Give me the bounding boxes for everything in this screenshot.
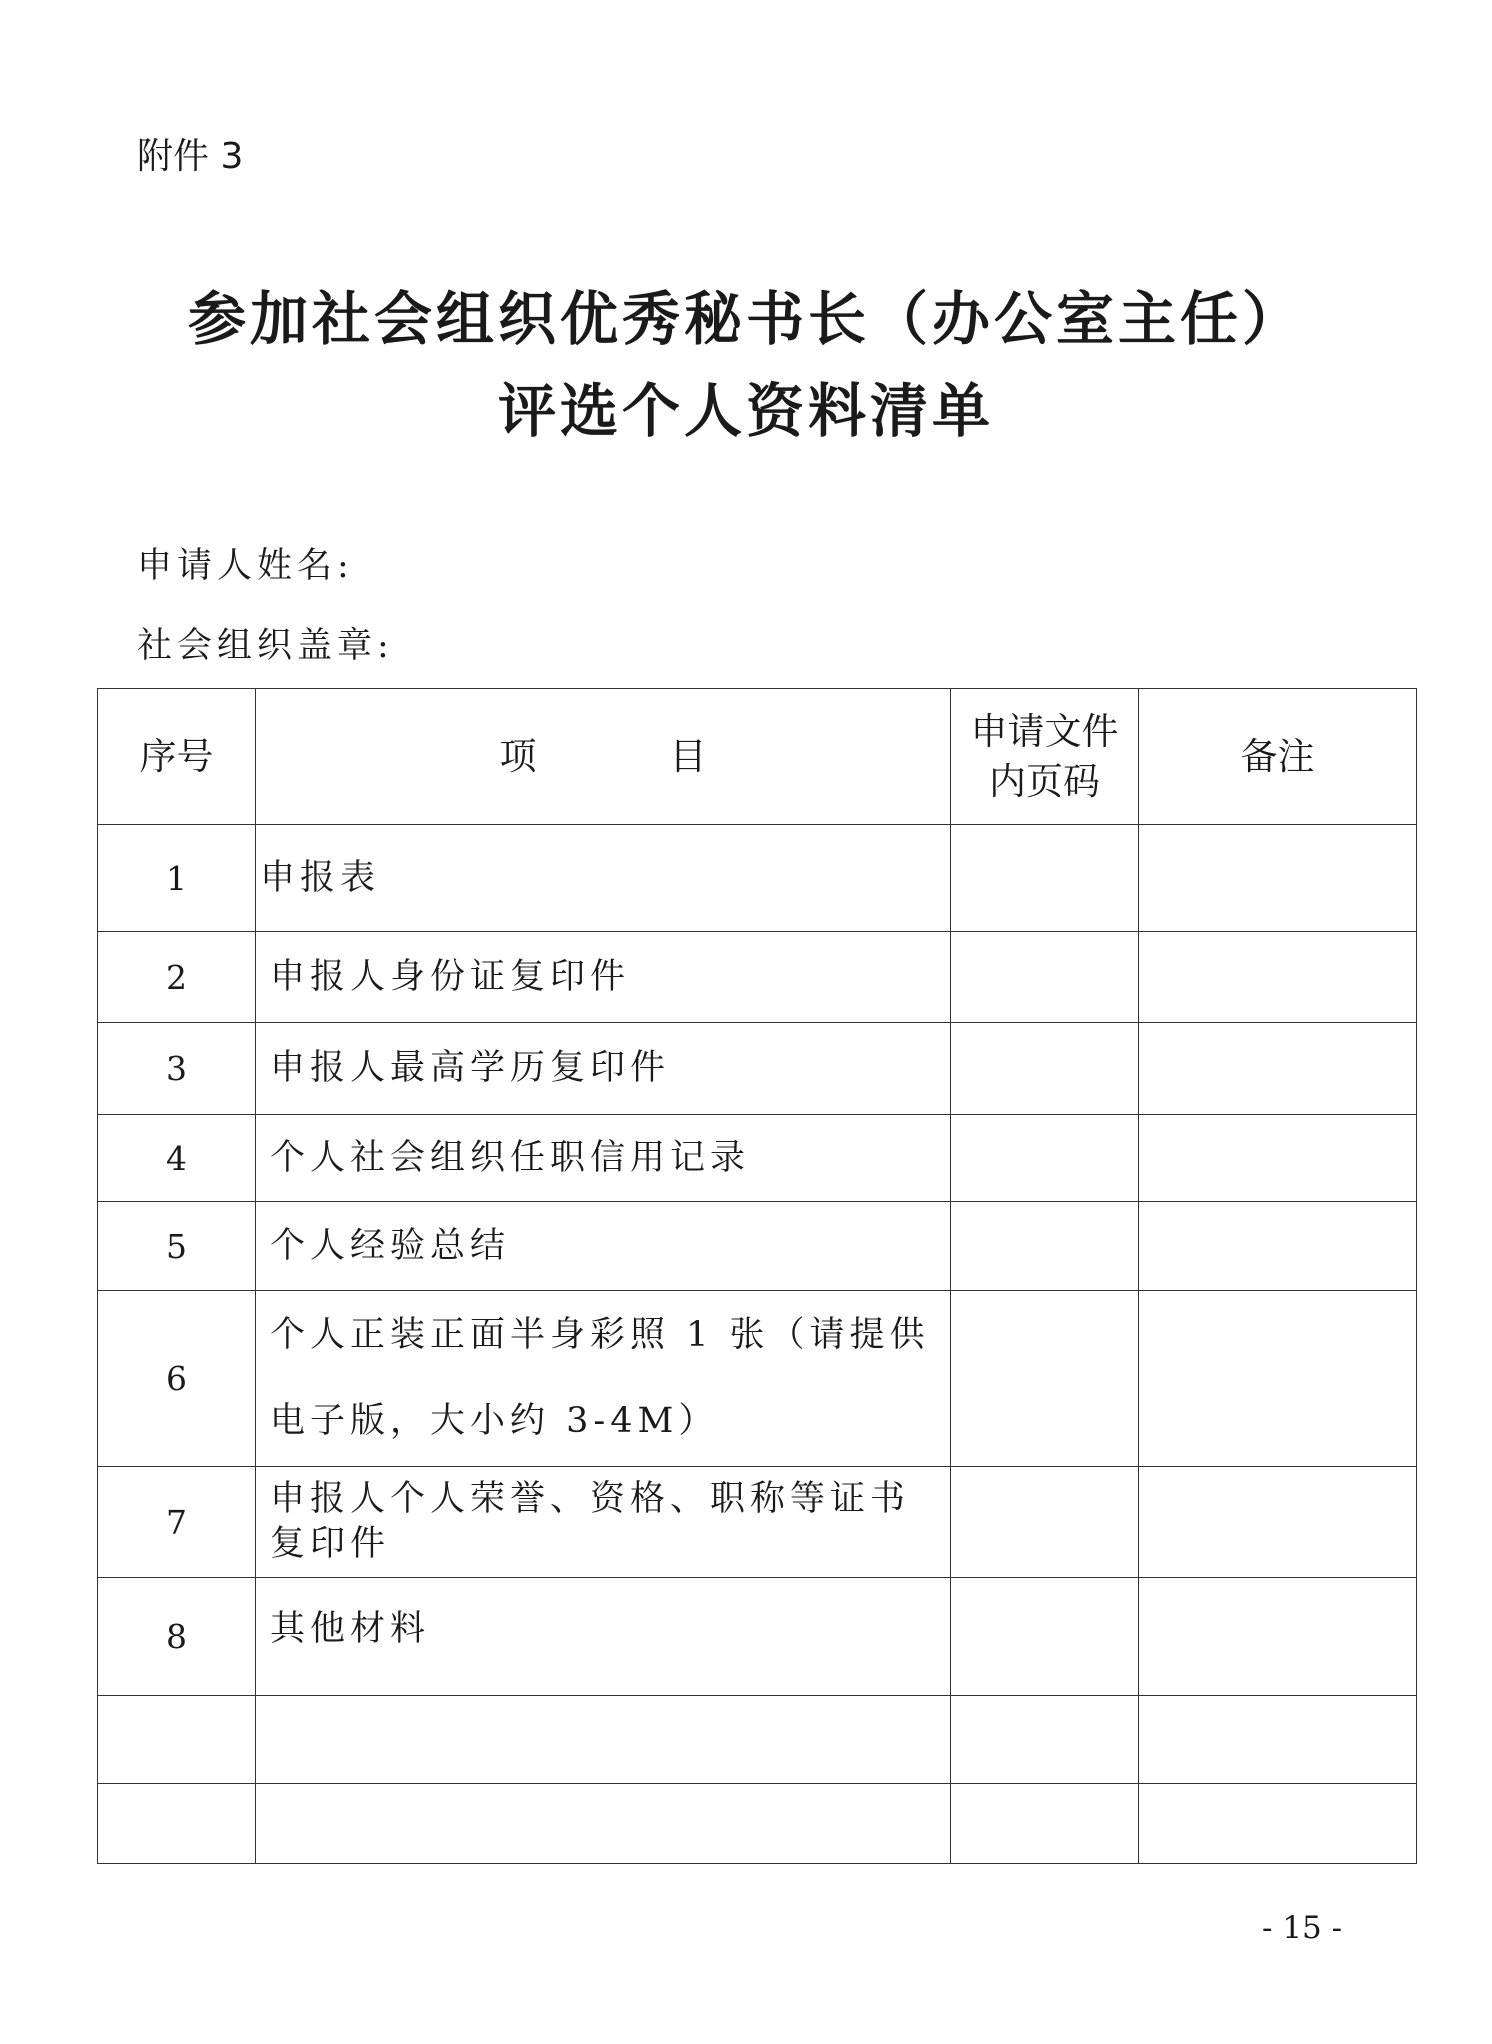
table-row [98,1202,1417,1291]
row-remarks-cell [1139,1202,1417,1291]
table-row [98,1291,1417,1467]
row-number: 7 [98,1467,256,1578]
row-remarks-cell [1139,1696,1417,1784]
table-row [98,1115,1417,1202]
row-number: 4 [98,1115,256,1202]
row-page-cell [951,1023,1139,1115]
row-number: 5 [98,1202,256,1291]
header-item [256,689,951,825]
row-remarks-cell [1139,932,1417,1023]
row-page-cell [951,1202,1139,1291]
row-page-cell [951,1291,1139,1467]
row-item: 申报人最高学历复印件 [256,1023,951,1115]
row-item: 其他材料 [256,1578,951,1696]
table-header-row [98,689,1417,825]
row-page-cell [951,1115,1139,1202]
row-number: 1 [98,825,256,932]
row-item: 申报表 [256,825,951,932]
row-item-line1: 申报人个人荣誉、资格、职称等证书 [270,1478,911,1519]
header-remarks: 备注 [1139,689,1417,825]
row-remarks-cell [1139,825,1417,932]
row-item: 个人社会组织任职信用记录 [256,1115,951,1202]
attachment-label: 附件 3 [137,136,244,177]
header-item-right: 目 [669,734,707,778]
row-number: 3 [98,1023,256,1115]
row-page-cell [951,1696,1139,1784]
page-number: - 15 - [1262,1910,1343,1946]
table-row [98,825,1417,932]
row-page-cell [951,825,1139,932]
row-item-line2: 复印件 [270,1524,391,1564]
row-item [256,1467,951,1578]
materials-table [97,688,1417,1864]
row-page-cell [951,1467,1139,1578]
document-title-line2: 评选个人资料清单 [497,377,994,445]
row-item [256,1291,951,1467]
header-page [951,689,1139,825]
row-item-line1: 个人正装正面半身彩照 1 张（请提供 [270,1314,930,1355]
row-remarks-cell [1139,1023,1417,1115]
row-number: 6 [98,1291,256,1467]
row-remarks-cell [1139,1291,1417,1467]
table-row [98,1578,1417,1696]
row-number [98,1696,256,1784]
row-remarks-cell [1139,1578,1417,1696]
row-item [256,1696,951,1784]
row-page-cell [951,932,1139,1023]
row-number: 2 [98,932,256,1023]
row-item: 申报人身份证复印件 [256,932,951,1023]
table-row [98,1467,1417,1578]
table-row [98,932,1417,1023]
row-page-cell [951,1578,1139,1696]
row-item: 个人经验总结 [256,1202,951,1291]
table-row [98,1023,1417,1115]
table-row [98,1696,1417,1784]
header-page-line1: 申请文件 [970,709,1119,753]
header-item-left: 项 [499,734,537,778]
row-remarks-cell [1139,1784,1417,1864]
row-item-line2: 电子版，大小约 3-4M） [270,1400,719,1441]
row-remarks-cell [1139,1467,1417,1578]
row-number [98,1784,256,1864]
document-title-line1: 参加社会组织优秀秘书长（办公室主任） [187,285,1304,353]
row-item [256,1784,951,1864]
header-serial: 序号 [98,689,256,825]
row-remarks-cell [1139,1115,1417,1202]
table-row [98,1784,1417,1864]
row-page-cell [951,1784,1139,1864]
applicant-name-label: 申请人姓名: [137,546,354,586]
row-number: 8 [98,1578,256,1696]
header-page-line2: 内页码 [989,759,1100,803]
org-seal-label: 社会组织盖章: [137,626,394,666]
